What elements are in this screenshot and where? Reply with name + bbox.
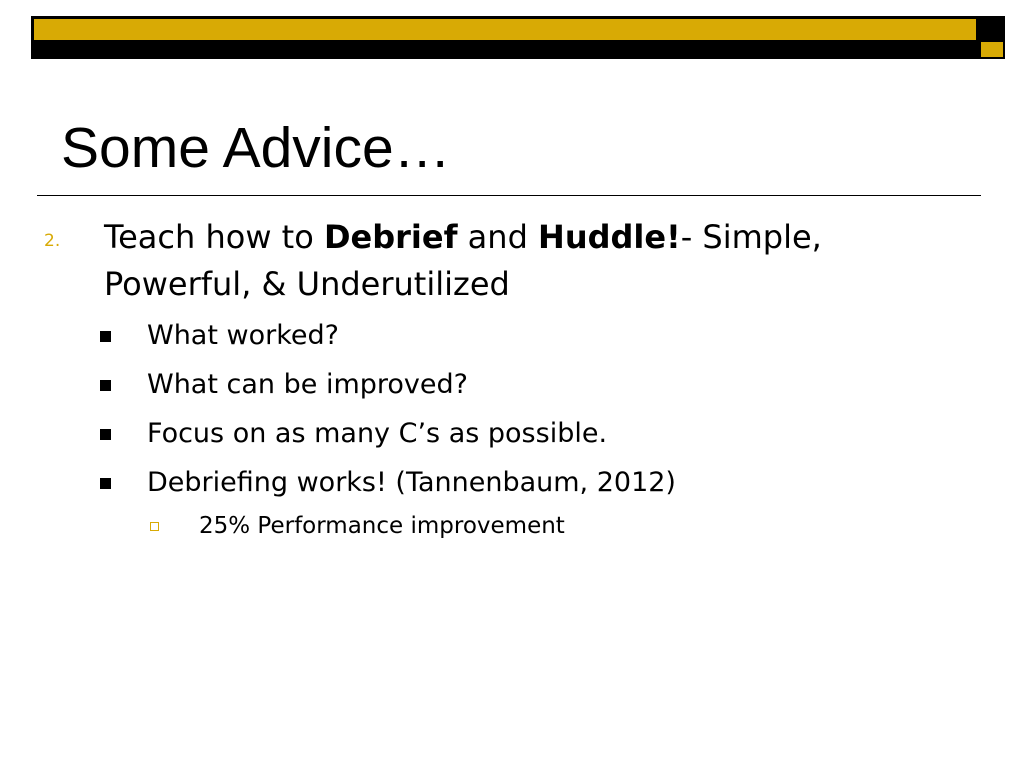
- list-item: [97, 414, 857, 454]
- nested-list-item: [150, 508, 750, 544]
- nested-list-item-text: 25% Performance improvement: [199, 513, 565, 539]
- square-bullet-icon: [100, 380, 111, 391]
- slide-title: Some Advice…: [61, 116, 451, 180]
- list-item-text: What can be improved?: [147, 369, 468, 400]
- title-divider: [37, 195, 981, 196]
- keyword-huddle: Huddle!: [538, 218, 681, 256]
- main-point-text-part-2: and: [457, 218, 539, 256]
- list-item-text: What worked?: [147, 320, 339, 351]
- list-item-text: Debriefing works! (Tannenbaum, 2012): [147, 467, 676, 498]
- main-point-text-part-3: - Simple, Powerful, & Underutilized: [104, 218, 822, 303]
- main-point-text: [104, 214, 954, 308]
- header-band-accent: [34, 19, 976, 40]
- list-item: [97, 463, 857, 503]
- list-item-text: Focus on as many C’s as possible.: [147, 418, 608, 449]
- square-bullet-icon: [100, 331, 111, 342]
- square-bullet-icon: [100, 429, 111, 440]
- hollow-square-bullet-icon: [150, 522, 159, 531]
- list-item: [97, 365, 857, 405]
- list-item: [97, 316, 857, 356]
- square-bullet-icon: [100, 478, 111, 489]
- keyword-debrief: Debrief: [323, 218, 458, 256]
- corner-block-accent: [981, 42, 1003, 57]
- list-number: 2.: [44, 231, 61, 251]
- main-point-text-part-1: Teach how to: [104, 218, 324, 256]
